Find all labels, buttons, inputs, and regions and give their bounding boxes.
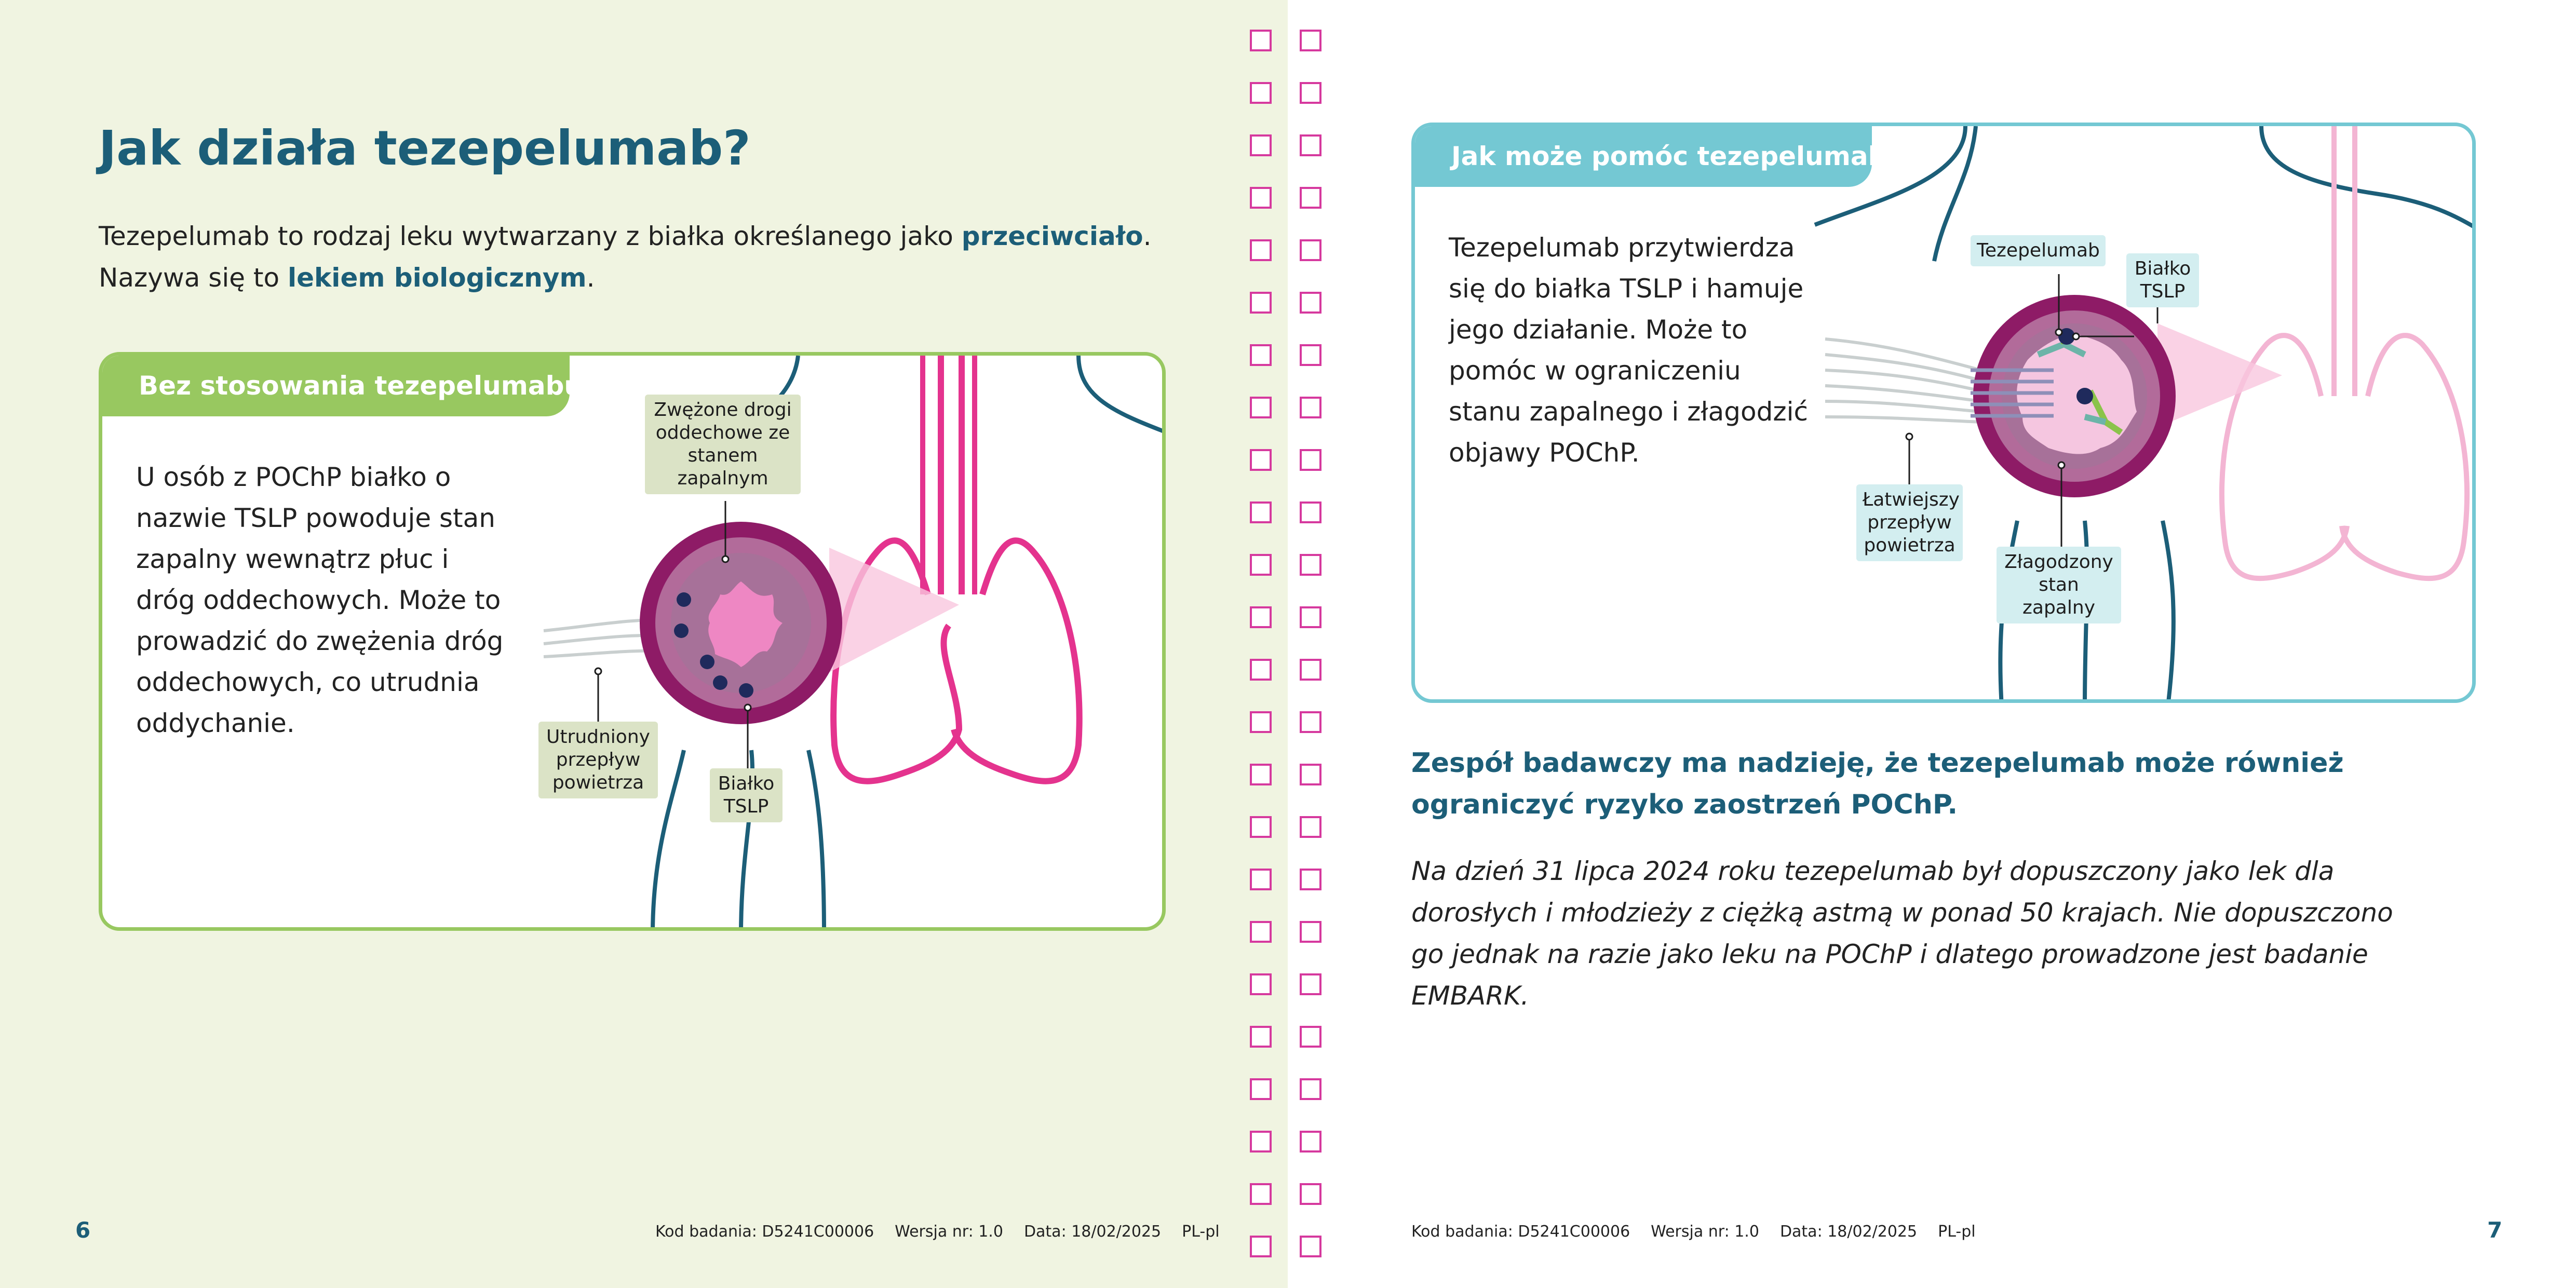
spiral-hole bbox=[1300, 606, 1321, 628]
intro-bold-biologic: lekiem biologicznym bbox=[288, 263, 587, 293]
spiral-hole bbox=[1300, 1131, 1321, 1153]
label-restricted-airflow: Utrudniony przepływ powietrza bbox=[538, 722, 658, 798]
spiral-hole bbox=[1250, 869, 1272, 890]
label-narrowed-airways: Zwężone drogi oddechowe ze stanem zapalnym bbox=[645, 395, 801, 494]
intro-text-1: Tezepelumab to rodzaj leku wytwarzany z białka określanego jako bbox=[99, 221, 962, 251]
footer-locale: PL-pl bbox=[1182, 1223, 1220, 1241]
footer-version: Wersja nr: 1.0 bbox=[895, 1223, 1003, 1241]
spiral-hole bbox=[1300, 30, 1321, 51]
spiral-hole bbox=[1300, 292, 1321, 314]
spiral-hole bbox=[1250, 82, 1272, 104]
spiral-hole bbox=[1250, 764, 1272, 785]
intro-text-4: . bbox=[586, 263, 595, 293]
spiral-hole bbox=[1250, 711, 1272, 733]
spiral-hole bbox=[1300, 82, 1321, 104]
spiral-hole bbox=[1300, 554, 1321, 576]
spiral-hole bbox=[1250, 1078, 1272, 1100]
footer-left bbox=[655, 1223, 1240, 1241]
label-easier-airflow: Łatwiejszy przepływ powietrza bbox=[1856, 484, 1963, 561]
spiral-hole bbox=[1300, 449, 1321, 471]
footer-date: Data: 18/02/2025 bbox=[1779, 1223, 1918, 1241]
intro-paragraph bbox=[99, 215, 1189, 299]
spiral-hole bbox=[1250, 344, 1272, 366]
footer-version: Wersja nr: 1.0 bbox=[1651, 1223, 1759, 1241]
spiral-hole bbox=[1300, 239, 1321, 261]
label-reduced-inflammation: Złagodzony stan zapalny bbox=[1997, 547, 2121, 623]
spiral-hole bbox=[1250, 449, 1272, 471]
spiral-hole bbox=[1250, 187, 1272, 209]
spiral-hole bbox=[1250, 292, 1272, 314]
spiral-hole bbox=[1250, 973, 1272, 995]
spiral-hole bbox=[1250, 816, 1272, 838]
spiral-hole bbox=[1250, 239, 1272, 261]
without-treatment-text: U osób z POChP białko o nazwie TSLP powoduje stan zapalny wewnątrz płuc i dróg oddechowych. Może to prowadzić do zwężenia dróg oddechowych, co utrudnia oddychanie. bbox=[136, 462, 504, 738]
label-tezepelumab: Tezepelumab bbox=[1971, 235, 2106, 266]
spiral-hole bbox=[1250, 1026, 1272, 1048]
spiral-hole bbox=[1250, 659, 1272, 681]
without-treatment-tab: Bez stosowania tezepelumabu bbox=[102, 356, 570, 416]
with-treatment-tab: Jak może pomóc tezepelumab bbox=[1415, 126, 1872, 187]
spiral-hole bbox=[1300, 711, 1321, 733]
spiral-hole bbox=[1300, 869, 1321, 890]
spiral-hole bbox=[1300, 134, 1321, 156]
spiral-hole bbox=[1300, 659, 1321, 681]
spiral-hole bbox=[1250, 1183, 1272, 1205]
spiral-hole bbox=[1250, 501, 1272, 523]
with-treatment-text: Tezepelumab przytwierdza się do białka TSLP i hamuje jego działanie. Może to pomóc w ograniczeniu stanu zapalnego i złagodzić objawy POChP. bbox=[1449, 233, 1808, 468]
spiral-hole bbox=[1300, 816, 1321, 838]
page-number-left: 6 bbox=[75, 1217, 91, 1243]
with-treatment-box bbox=[1411, 123, 2476, 703]
spiral-hole bbox=[1250, 1236, 1272, 1257]
spiral-hole bbox=[1300, 397, 1321, 418]
spiral-hole bbox=[1250, 921, 1272, 943]
spiral-hole bbox=[1250, 606, 1272, 628]
spiral-hole bbox=[1250, 30, 1272, 51]
footer-date: Data: 18/02/2025 bbox=[1023, 1223, 1162, 1241]
footer-study-code: Kod badania: D5241C00006 bbox=[655, 1223, 874, 1241]
spiral-hole bbox=[1300, 1183, 1321, 1205]
spiral-hole bbox=[1300, 921, 1321, 943]
label-tslp-protein: Białko TSLP bbox=[710, 768, 783, 822]
spiral-hole bbox=[1300, 1078, 1321, 1100]
intro-bold-antibody: przeciwciało bbox=[961, 221, 1143, 251]
spiral-hole bbox=[1300, 187, 1321, 209]
approval-note: Na dzień 31 lipca 2024 roku tezepelumab był dopuszczony jako lek dla dorosłych i młodzieży z ciężką astmą w ponad 50 krajach. Nie dopuszczono go jednak na razie jako leku na POChP i dlatego prowadzone jest badanie EMBARK. bbox=[1411, 856, 2393, 1011]
page-number-right: 7 bbox=[2487, 1217, 2503, 1243]
spiral-hole bbox=[1300, 764, 1321, 785]
footer-study-code: Kod badania: D5241C00006 bbox=[1411, 1223, 1630, 1241]
spiral-hole bbox=[1300, 1026, 1321, 1048]
footer-right bbox=[1411, 1223, 1997, 1241]
intro-text-2: . bbox=[1143, 221, 1152, 251]
spiral-hole bbox=[1300, 1236, 1321, 1257]
spiral-hole bbox=[1250, 1131, 1272, 1153]
without-treatment-box bbox=[99, 352, 1166, 931]
research-hope-text: Zespół badawczy ma nadzieję, że tezepelumab może również ograniczyć ryzyko zaostrzeń POChP. bbox=[1411, 748, 2344, 820]
spiral-binding bbox=[1244, 23, 1337, 1275]
spiral-hole bbox=[1300, 344, 1321, 366]
spiral-hole bbox=[1250, 554, 1272, 576]
footer-locale: PL-pl bbox=[1938, 1223, 1976, 1241]
intro-text-3: Nazywa się to bbox=[99, 263, 288, 293]
spiral-hole bbox=[1250, 397, 1272, 418]
spiral-hole bbox=[1250, 134, 1272, 156]
spiral-hole bbox=[1300, 973, 1321, 995]
label-tslp-protein-right: Białko TSLP bbox=[2126, 253, 2199, 307]
spiral-hole bbox=[1300, 501, 1321, 523]
page-title: Jak działa tezepelumab? bbox=[99, 120, 751, 176]
